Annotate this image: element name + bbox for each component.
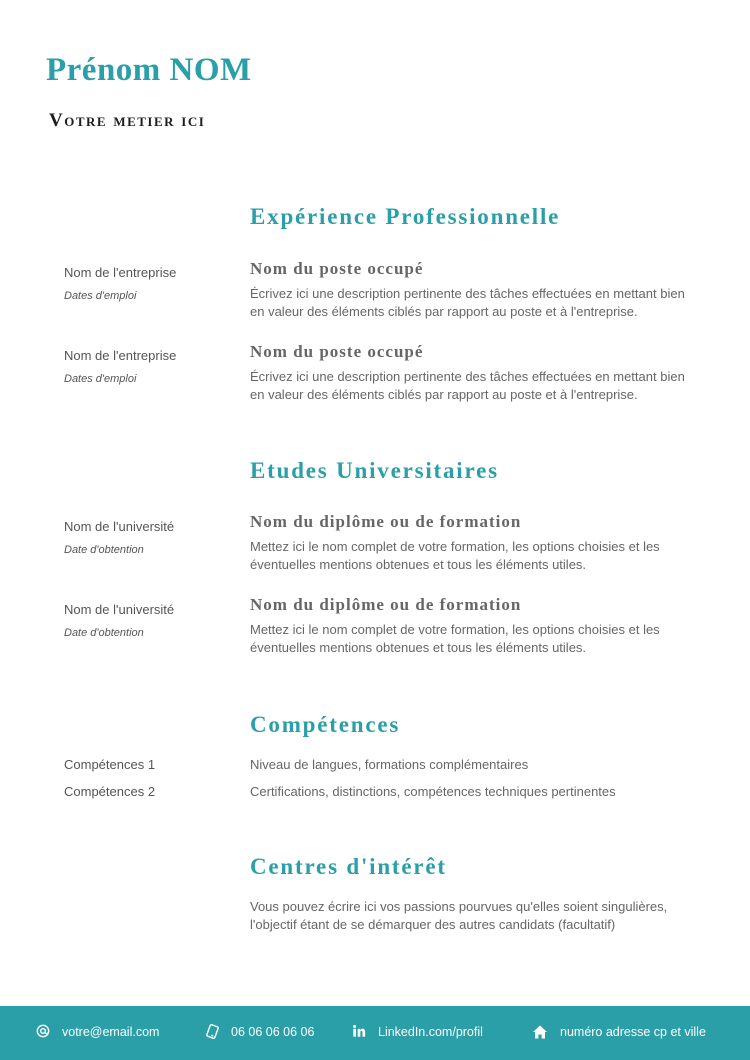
skill-value-2: Certifications, distinctions, compétences techniques pertinentes <box>250 784 616 799</box>
degree-description: Mettez ici le nom complet de votre formation, les options choisies et les éventuelles mentions obtenues et tous les éléments utiles. <box>250 539 660 572</box>
job-title: Votre metier ici <box>49 110 206 131</box>
company-name: Nom de l'entreprise <box>64 265 177 280</box>
position-description: Écrivez ici une description pertinente des tâches effectuées en mettant bien en valeur des éléments ciblés par rapport au poste et à l'entreprise. <box>250 369 685 402</box>
university-name: Nom de l'université <box>64 519 175 534</box>
contact-linkedin[interactable] <box>352 1024 483 1040</box>
phone-text: 06 06 06 06 06 <box>231 1025 315 1039</box>
email-text: votre@email.com <box>62 1025 160 1039</box>
section-title-experience: Expérience Professionnelle <box>250 204 561 229</box>
skill-value-1: Niveau de langues, formations complémentaires <box>250 757 529 772</box>
degree-title: Nom du diplôme ou de formation <box>250 595 522 614</box>
interests-text: Vous pouvez écrire ici vos passions pourvues qu'elles soient singulières, l'objectif étant de se démarquer des autres candidats (facultatif) <box>250 899 668 932</box>
company-name: Nom de l'entreprise <box>64 348 177 363</box>
section-title-skills: Compétences <box>250 712 401 737</box>
phone-icon <box>205 1024 221 1040</box>
degree-description: Mettez ici le nom complet de votre formation, les options choisies et les éventuelles mentions obtenues et tous les éléments utiles. <box>250 622 660 655</box>
experience-meta-2 <box>64 348 176 385</box>
graduation-date: Date d'obtention <box>64 627 144 639</box>
section-title-interests: Centres d'intérêt <box>250 854 447 879</box>
position-description: Écrivez ici une description pertinente des tâches effectuées en mettant bien en valeur des éléments ciblés par rapport au poste et à l'entreprise. <box>250 286 685 319</box>
university-name: Nom de l'université <box>64 602 175 617</box>
address-text: numéro adresse cp et ville <box>560 1025 706 1039</box>
section-title-education: Etudes Universitaires <box>250 458 499 483</box>
experience-entry-1 <box>250 259 695 321</box>
education-meta-1 <box>64 519 174 556</box>
experience-entry-2 <box>250 342 695 404</box>
contact-footer <box>0 1006 750 1060</box>
contact-address[interactable] <box>532 1024 706 1040</box>
education-entry-1 <box>250 512 695 574</box>
contact-email[interactable] <box>36 1024 159 1040</box>
position-title: Nom du poste occupé <box>250 342 424 361</box>
education-entry-2 <box>250 595 695 657</box>
at-icon <box>36 1024 52 1040</box>
degree-title: Nom du diplôme ou de formation <box>250 512 522 531</box>
skill-label-1: Compétences 1 <box>64 757 156 772</box>
employment-dates: Dates d'emploi <box>64 290 137 302</box>
graduation-date: Date d'obtention <box>64 544 144 556</box>
position-title: Nom du poste occupé <box>250 259 424 278</box>
candidate-name: Prénom NOM <box>46 52 252 88</box>
employment-dates: Dates d'emploi <box>64 373 137 385</box>
linkedin-icon <box>352 1024 368 1040</box>
contact-phone[interactable] <box>205 1024 314 1040</box>
experience-meta-1 <box>64 265 176 302</box>
skill-label-2: Compétences 2 <box>64 784 156 799</box>
education-meta-2 <box>64 602 174 639</box>
linkedin-text: LinkedIn.com/profil <box>378 1025 483 1039</box>
home-icon <box>532 1024 548 1040</box>
